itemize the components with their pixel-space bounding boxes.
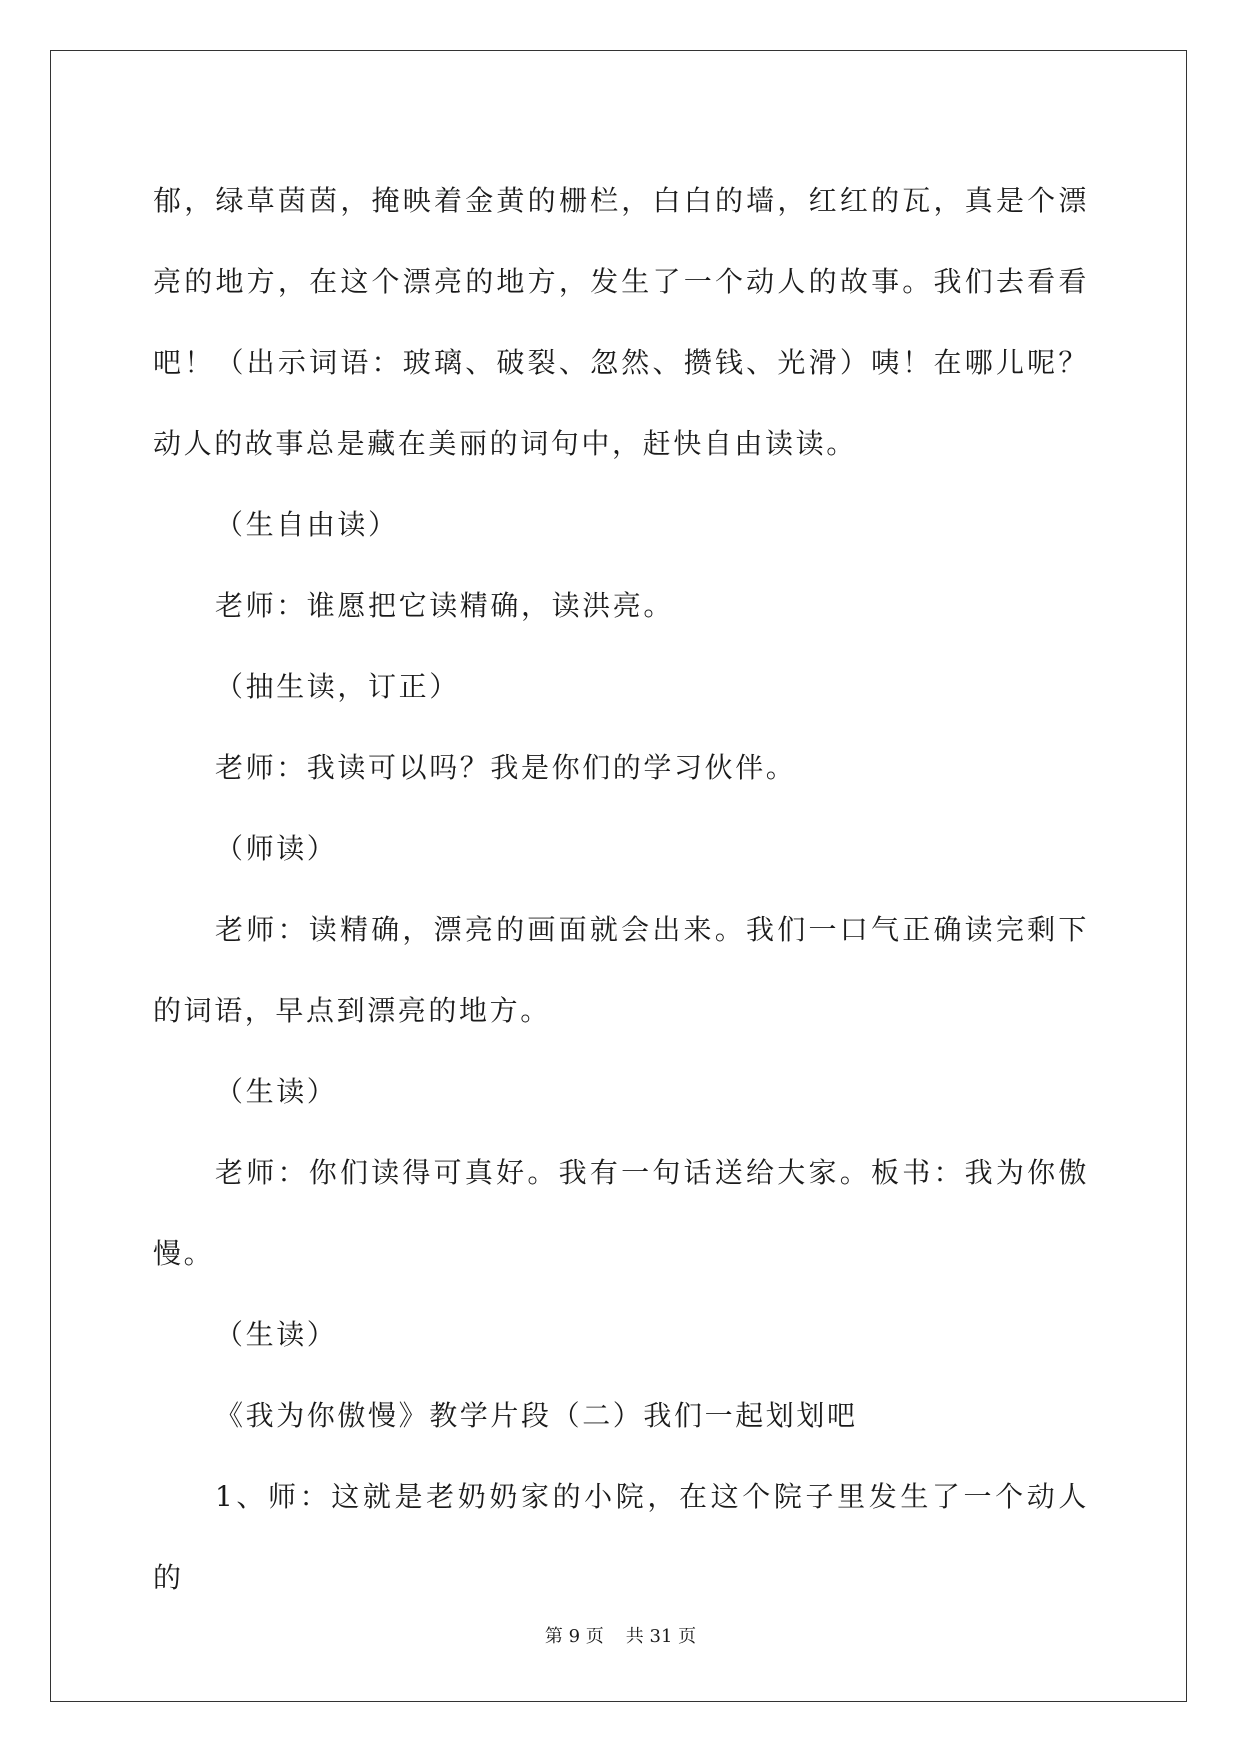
paragraph-6: （师读）	[215, 832, 338, 865]
paragraph-12: 1、师：这就是老奶奶家的小院，在这个院子里发生了一个动人的	[153, 1480, 1089, 1594]
paragraph-10: （生读）	[215, 1318, 338, 1351]
paragraph-3: 老师：谁愿把它读精确，读洪亮。	[215, 589, 675, 622]
paragraph-8: （生读）	[215, 1075, 338, 1108]
paragraph-1: 郁，绿草茵茵，掩映着金黄的栅栏，白白的墙，红红的瓦，真是个漂亮的地方，在这个漂亮的地方，发生了一个动人的故事。我们去看看吧！（出示词语：玻璃、破裂、忽然、攒钱、光滑）咦！在哪儿呢？动人的故事总是藏在美丽的词句中，赶快自由读读。	[153, 184, 1089, 460]
paragraph-5: 老师：我读可以吗？我是你们的学习伙伴。	[215, 751, 797, 784]
paragraph-9: 老师：你们读得可真好。我有一句话送给大家。板书：我为你傲慢。	[153, 1156, 1089, 1270]
current-page-label: 第 9 页	[544, 1626, 604, 1647]
paragraph-7: 老师：读精确，漂亮的画面就会出来。我们一口气正确读完剩下的词语，早点到漂亮的地方。	[153, 913, 1089, 1027]
paragraph-11: 《我为你傲慢》教学片段（二）我们一起划划吧	[215, 1399, 858, 1432]
paragraph-4: （抽生读，订正）	[215, 670, 460, 703]
document-body	[153, 160, 1089, 1618]
total-pages-label: 共 31 页	[625, 1626, 697, 1647]
paragraph-2: （生自由读）	[215, 508, 399, 541]
page-footer	[0, 1625, 1241, 1649]
